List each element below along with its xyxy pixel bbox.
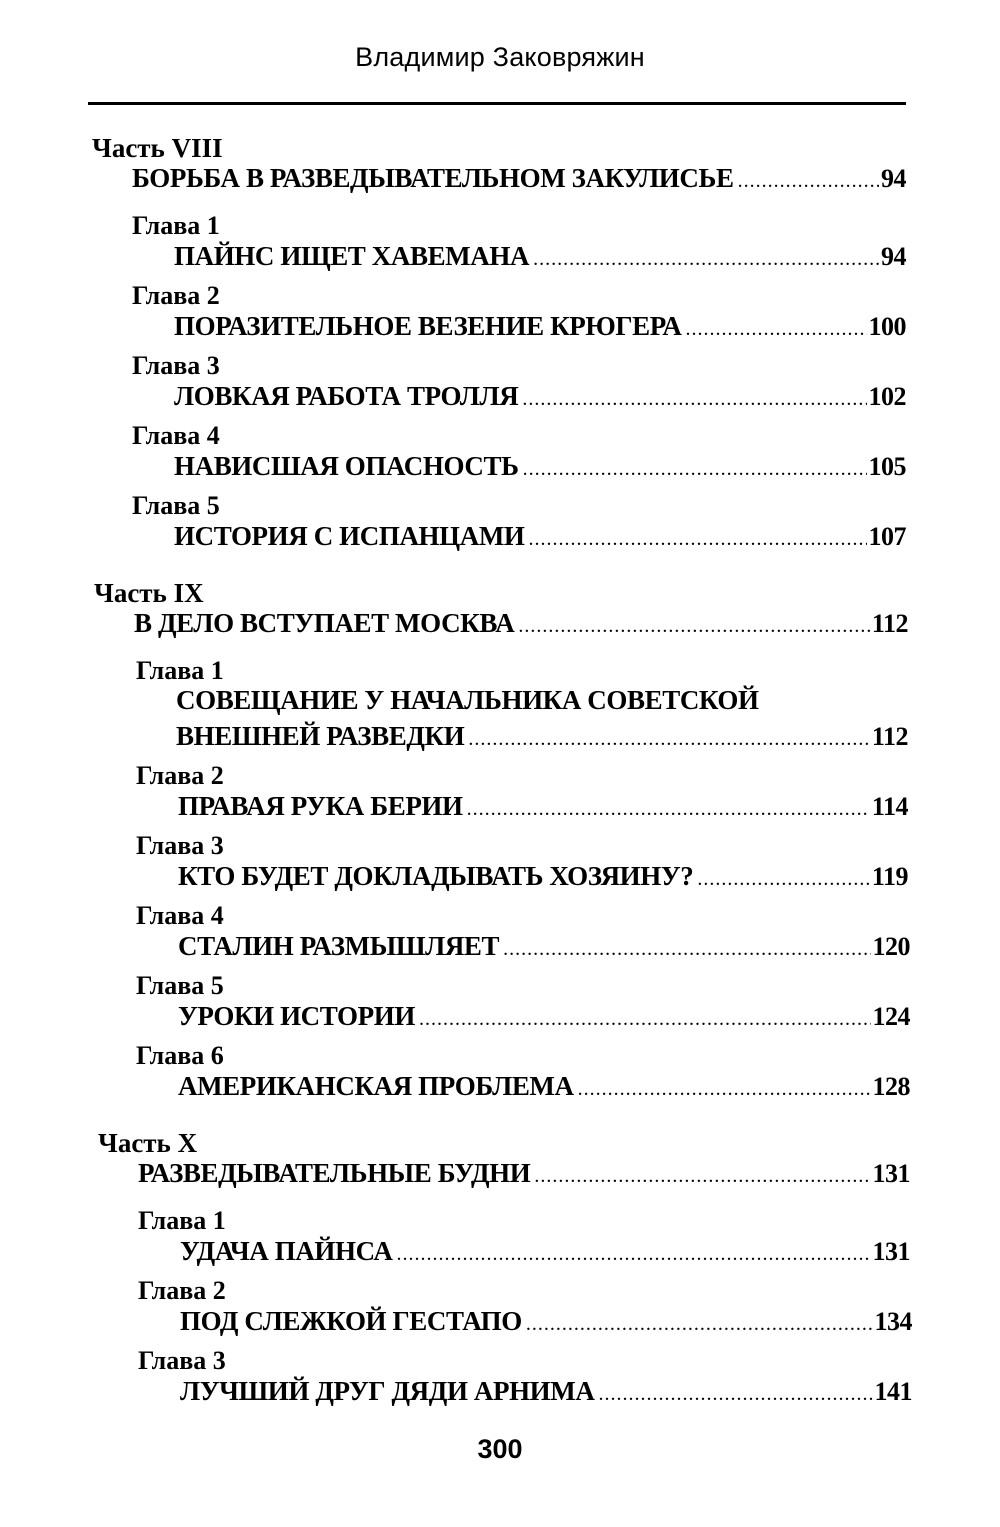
- page-ref: 128: [872, 1072, 910, 1101]
- leader-dots: [526, 1313, 873, 1336]
- leader-dots: [396, 1243, 870, 1266]
- leader-dots: [533, 248, 879, 271]
- chapter-title-line1: СОВЕЩАНИЕ У НАЧАЛЬНИКА СОВЕТСКОЙ: [176, 685, 759, 715]
- chapter-title: ПАЙНС ИЩЕТ ХАВЕМАНА: [174, 241, 530, 271]
- page-ref: 120: [872, 932, 910, 961]
- chapter-label: Глава 3: [136, 831, 224, 860]
- page-ref: 134: [874, 1307, 912, 1336]
- page-ref: 131: [872, 1159, 910, 1188]
- chapter-title: ПРАВАЯ РУКА БЕРИИ: [178, 791, 463, 821]
- chapter-label: Глава 4: [132, 421, 220, 450]
- running-title: Владимир Заковряжин: [355, 42, 645, 72]
- part-title: РАЗВЕДЫВАТЕЛЬНЫЕ БУДНИ: [138, 1158, 531, 1188]
- chapter-entry: [178, 1001, 910, 1032]
- chapter-entry-multiline: [176, 685, 908, 752]
- chapter-title: ПОД СЛЕЖКОЙ ГЕСТАПО: [180, 1306, 522, 1336]
- chapter-title: ИСТОРИЯ С ИСПАНЦАМИ: [174, 521, 525, 551]
- chapter-entry: [174, 241, 906, 272]
- part-title-entry: [132, 163, 906, 194]
- chapter-title: УРОКИ ИСТОРИИ: [178, 1001, 415, 1031]
- page-ref: 112: [871, 722, 908, 751]
- chapter-entry: [178, 861, 908, 892]
- chapter-label: Глава 5: [132, 491, 220, 520]
- page-ref: 105: [868, 452, 906, 481]
- chapter-entry: [178, 931, 910, 962]
- leader-dots: [522, 388, 866, 411]
- leader-dots: [467, 798, 870, 821]
- page-number: 300: [477, 1434, 523, 1464]
- chapter-title: ЛОВКАЯ РАБОТА ТРОЛЛЯ: [174, 381, 519, 411]
- chapter-title: СТАЛИН РАЗМЫШЛЯЕТ: [178, 931, 500, 961]
- leader-dots: [468, 728, 870, 751]
- page-ref: 124: [872, 1002, 910, 1031]
- chapter-label: Глава 2: [136, 761, 224, 790]
- page-ref: 114: [871, 792, 908, 821]
- leader-dots: [529, 528, 867, 551]
- part-title-entry: [134, 608, 908, 639]
- chapter-label: Глава 5: [136, 971, 224, 1000]
- chapter-entry: [174, 381, 906, 412]
- chapter-entry: [174, 451, 906, 482]
- page-ref: 141: [874, 1377, 912, 1406]
- leader-dots: [534, 1165, 870, 1188]
- chapter-label: Глава 2: [132, 281, 220, 310]
- chapter-label: Глава 2: [138, 1276, 226, 1305]
- part-title-entry: [138, 1158, 910, 1189]
- chapter-entry: [180, 1236, 910, 1267]
- chapter-title: УДАЧА ПАЙНСА: [180, 1236, 393, 1266]
- chapter-entry: [178, 791, 908, 822]
- part-title: БОРЬБА В РАЗВЕДЫВАТЕЛЬНОМ ЗАКУЛИСЬЕ: [132, 163, 734, 193]
- chapter-label: Глава 3: [132, 351, 220, 380]
- chapter-title: ПОРАЗИТЕЛЬНОЕ ВЕЗЕНИЕ КРЮГЕРА: [174, 311, 682, 341]
- chapter-label: Глава 4: [136, 901, 224, 930]
- chapter-entry: [178, 1071, 910, 1102]
- page-ref: 94: [881, 242, 906, 271]
- part-label: Часть VIII: [92, 133, 223, 163]
- leader-dots: [503, 938, 870, 961]
- leader-dots: [578, 1078, 871, 1101]
- leader-dots: [738, 170, 879, 193]
- chapter-title: НАВИСШАЯ ОПАСНОСТЬ: [174, 451, 519, 481]
- chapter-entry: [174, 521, 906, 552]
- chapter-title: ЛУЧШИЙ ДРУГ ДЯДИ АРНИМА: [180, 1376, 595, 1406]
- chapter-entry: [174, 311, 906, 342]
- page-ref: 131: [872, 1237, 910, 1266]
- chapter-label: Глава 1: [132, 211, 220, 240]
- part-title: В ДЕЛО ВСТУПАЕТ МОСКВА: [134, 608, 515, 638]
- chapter-entry: [180, 1306, 912, 1337]
- chapter-title: КТО БУДЕТ ДОКЛАДЫВАТЬ ХОЗЯИНУ?: [178, 861, 694, 891]
- leader-dots: [697, 868, 870, 891]
- leader-dots: [419, 1008, 871, 1031]
- page-ref: 100: [868, 312, 906, 341]
- page-ref: 94: [881, 164, 906, 193]
- chapter-title-line2: ВНЕШНЕЙ РАЗВЕДКИ: [176, 721, 465, 751]
- page-ref: 112: [871, 609, 908, 638]
- chapter-entry: [180, 1376, 912, 1407]
- part-label: Часть IX: [94, 578, 204, 608]
- chapter-label: Глава 6: [136, 1041, 224, 1070]
- leader-dots: [685, 318, 866, 341]
- part-label: Часть X: [98, 1128, 198, 1158]
- chapter-entry: [176, 721, 908, 752]
- page-ref: 119: [871, 862, 908, 891]
- chapter-title: АМЕРИКАНСКАЯ ПРОБЛЕМА: [178, 1071, 574, 1101]
- chapter-label: Глава 3: [138, 1346, 226, 1375]
- leader-dots: [518, 615, 870, 638]
- header-rule: [88, 102, 906, 105]
- chapter-label: Глава 1: [138, 1206, 226, 1235]
- page-ref: 107: [868, 522, 906, 551]
- chapter-label: Глава 1: [136, 656, 224, 685]
- page-ref: 102: [868, 382, 906, 411]
- leader-dots: [523, 458, 867, 481]
- leader-dots: [598, 1383, 872, 1406]
